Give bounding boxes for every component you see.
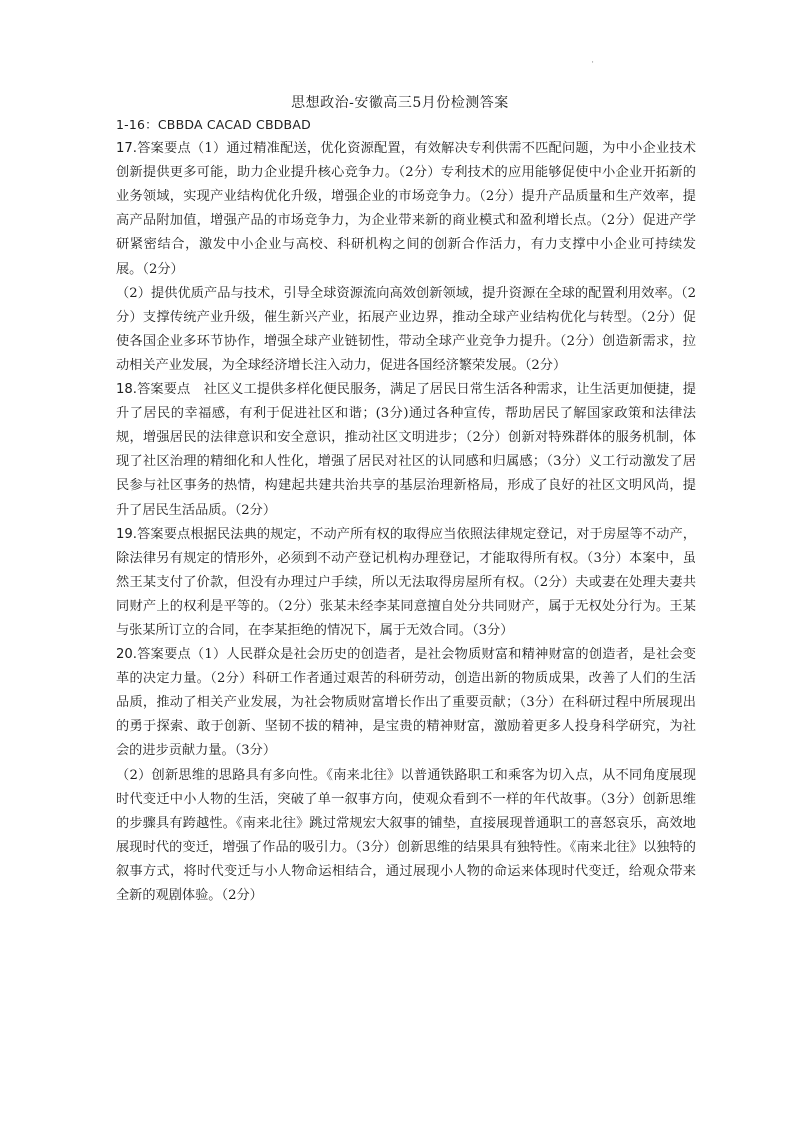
answer-text: 答案要点（1）人民群众是社会历史的创造者，是社会物质财富和精神财富的创造者，是社会变革的决定力量。（2分）科研工作者通过艰苦的科研劳动，创造出新的物质成果，改善了人们的生活品质，推动了相关产业发展，为社会物质财富增长作出了重要贡献；（3分）在科研过程中所展现出的勇于探索、敢于创新、坚韧不拔的精神，是宝贵的精神财富，激励着更多人投身科学研究，为社会的进步贡献力量。（3分） bbox=[116, 647, 696, 759]
answer-text: 答案要点（1）通过精准配送，优化资源配置，有效解决专利供需不匹配问题，为中小企业技术创新提供更多可能，助力企业提升核心竞争力。（2分）专利技术的应用能够促使中小企业开拓新的业务领域，实现产业结构优化升级，增强企业的市场竞争力。（2分）提升产品质量和生产效率，提高产品附加值，增强产品的市场竞争力，为企业带来新的商业模式和盈利增长点。（2分）促进产学研紧密结合，激发中小企业与高校、科研机构之间的创新合作活力，有力支撑中小企业可持续发展。（2分） bbox=[116, 141, 696, 277]
answer-text: （2）提供优质产品与技术，引导全球资源流向高效创新领域，提升资源在全球的配置利用效率。（2分）支撑传统产业升级，催生新兴产业，拓展产业边界，推动全球产业结构优化与转型。（2分）促使各国企业多环节协作，增强全球产业链韧性，带动全球产业竞争力提升。（2分）创造新需求，拉动相关产业发展，为全球经济增长注入动力，促进各国经济繁荣发展。（2分） bbox=[116, 285, 696, 373]
answer-18 bbox=[116, 378, 696, 523]
question-number-17: 17. bbox=[116, 141, 137, 157]
answer-17-part-2 bbox=[116, 282, 696, 378]
question-number-19: 19. bbox=[116, 526, 137, 542]
answer-text: 答案要点根据民法典的规定，不动产所有权的取得应当依照法律规定登记，对于房屋等不动产，除法律另有规定的情形外，必须到不动产登记机构办理登记，才能取得所有权。（3分）本案中，虽然王某支付了价款，但没有办理过户手续，所以无法取得房屋所有权。（2分）夫或妻在处理夫妻共同财产上的权利是平等的。（2分）张某未经李某同意擅自处分共同财产，属于无权处分行为。王某与张某所订立的合同，在李某拒绝的情况下，属于无效合同。（3分） bbox=[116, 526, 696, 638]
answer-text: （2）创新思维的思路具有多向性。《南来北往》以普通铁路职工和乘客为切入点，从不同角度展现时代变迁中小人物的生活，突破了单一叙事方向，使观众看到不一样的年代故事。（3分）创新思维的步骤具有跨越性。《南来北往》跳过常规宏大叙事的铺垫，直接展现普通职工的喜怒哀乐，高效地展现时代的变迁，增强了作品的吸引力。（3分）创新思维的结果具有独特性。《南来北往》以独特的叙事方式，将时代变迁与小人物命运相结合，通过展现小人物的命运来体现时代变迁，给观众带来全新的观剧体验。（2分） bbox=[116, 767, 696, 903]
answer-17-part-1 bbox=[116, 137, 696, 282]
answer-body bbox=[116, 113, 696, 908]
multiple-choice-answers: 1-16：CBBDA CACAD CBDBAD bbox=[116, 117, 311, 132]
document-title: 思想政治-安徽高三5月份检测答案 bbox=[291, 95, 509, 111]
answer-text: 答案要点 社区义工提供多样化便民服务，满足了居民日常生活各种需求，让生活更加便捷，提升了居民的幸福感，有利于促进社区和谐；(3分)通过各种宣传，帮助居民了解国家政策和法律法规，增强居民的法律意识和安全意识，推动社区文明进步；（2分）创新对特殊群体的服务机制，体现了社区治理的精细化和人性化，增强了居民对社区的认同感和归属感；（3分）义工行动激发了居民参与社区事务的热情，构建起共建共治共享的基层治理新格局，形成了良好的社区文明风尚，提升了居民生活品质。（2分） bbox=[116, 382, 696, 518]
answer-20-part-1 bbox=[116, 643, 696, 763]
corner-mark: · bbox=[591, 58, 594, 68]
question-number-20: 20. bbox=[116, 647, 137, 663]
question-number-18: 18. bbox=[116, 382, 137, 398]
answer-19 bbox=[116, 523, 696, 643]
answer-20-part-2 bbox=[116, 764, 696, 909]
